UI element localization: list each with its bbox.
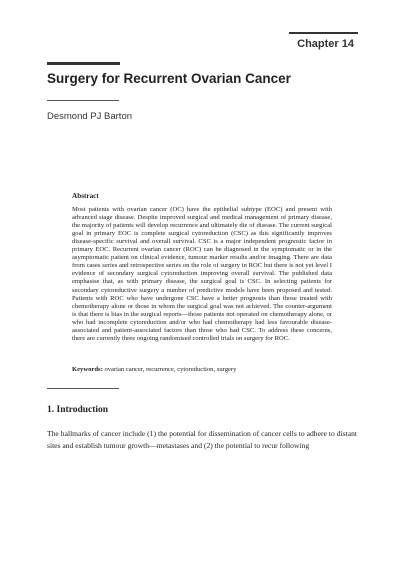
keywords-label: Keywords: — [72, 366, 103, 373]
title-divider — [47, 100, 119, 101]
header-rule — [289, 32, 358, 34]
abstract-section — [72, 192, 332, 343]
section-heading-introduction: 1. Introduction — [47, 405, 109, 415]
title-rule — [47, 62, 120, 65]
keywords-text: ovarian cancer, recurrence, cytoreduction, surgery — [104, 366, 237, 373]
abstract-text: Most patients with ovarian cancer (OC) have the epithelial subtype (EOC) and present with advanced stage disease. Despite improved surgical and medical management of primary disease, the majority of patients will develop recurrence and ultimately die of disease. The current surgical goal in primary EOC is complete surgical cytoreduction (CSC) as this significantly improves disease-specific survival and overall survival. CSC is a major independent prognostic factor in primary EOC. Recurrent ovarian cancer (ROC) can be diagnosed in the symptomatic or in the asymptomatic patient on clinical evidence, tumour marker results and/or imaging. There are data from cases series and retrospective series on the role of surgery in ROC but there is not yet level I evidence of secondary surgical cytoreduction improving overall survival. The published data emphasise that, as with primary disease, the surgical goal is CSC. In selecting patients for secondary cytoreductive surgery a number of predictive models have been proposed and tested. Patients with ROC who have undergone CSC have a better prognosis than those treated with chemotherapy alone or those in whom the surgical goal was not achieved. The counter-argument is that there is bias in the surgical reports—those patients not operated on chemotherapy alone, or who had incomplete cytoreduction and/or who had chemotherapy had less favourable disease-associated and patient-associated factors than those who had CSC. To address these concerns, there are currently three ongoing randomised controlled trials on surgery for ROC. — [72, 206, 332, 342]
abstract-heading: Abstract — [72, 192, 99, 200]
keywords — [72, 366, 332, 374]
author-name: Desmond PJ Barton — [47, 111, 133, 122]
chapter-label: Chapter 14 — [297, 38, 354, 50]
article-title: Surgery for Recurrent Ovarian Cancer — [47, 71, 291, 86]
section-divider — [47, 388, 119, 389]
introduction-text: The hallmarks of cancer include (1) the potential for dissemination of cancer cells to adhere to distant sites and establish tumour growth—metastases and (2) the potential to recur following — [47, 429, 357, 450]
